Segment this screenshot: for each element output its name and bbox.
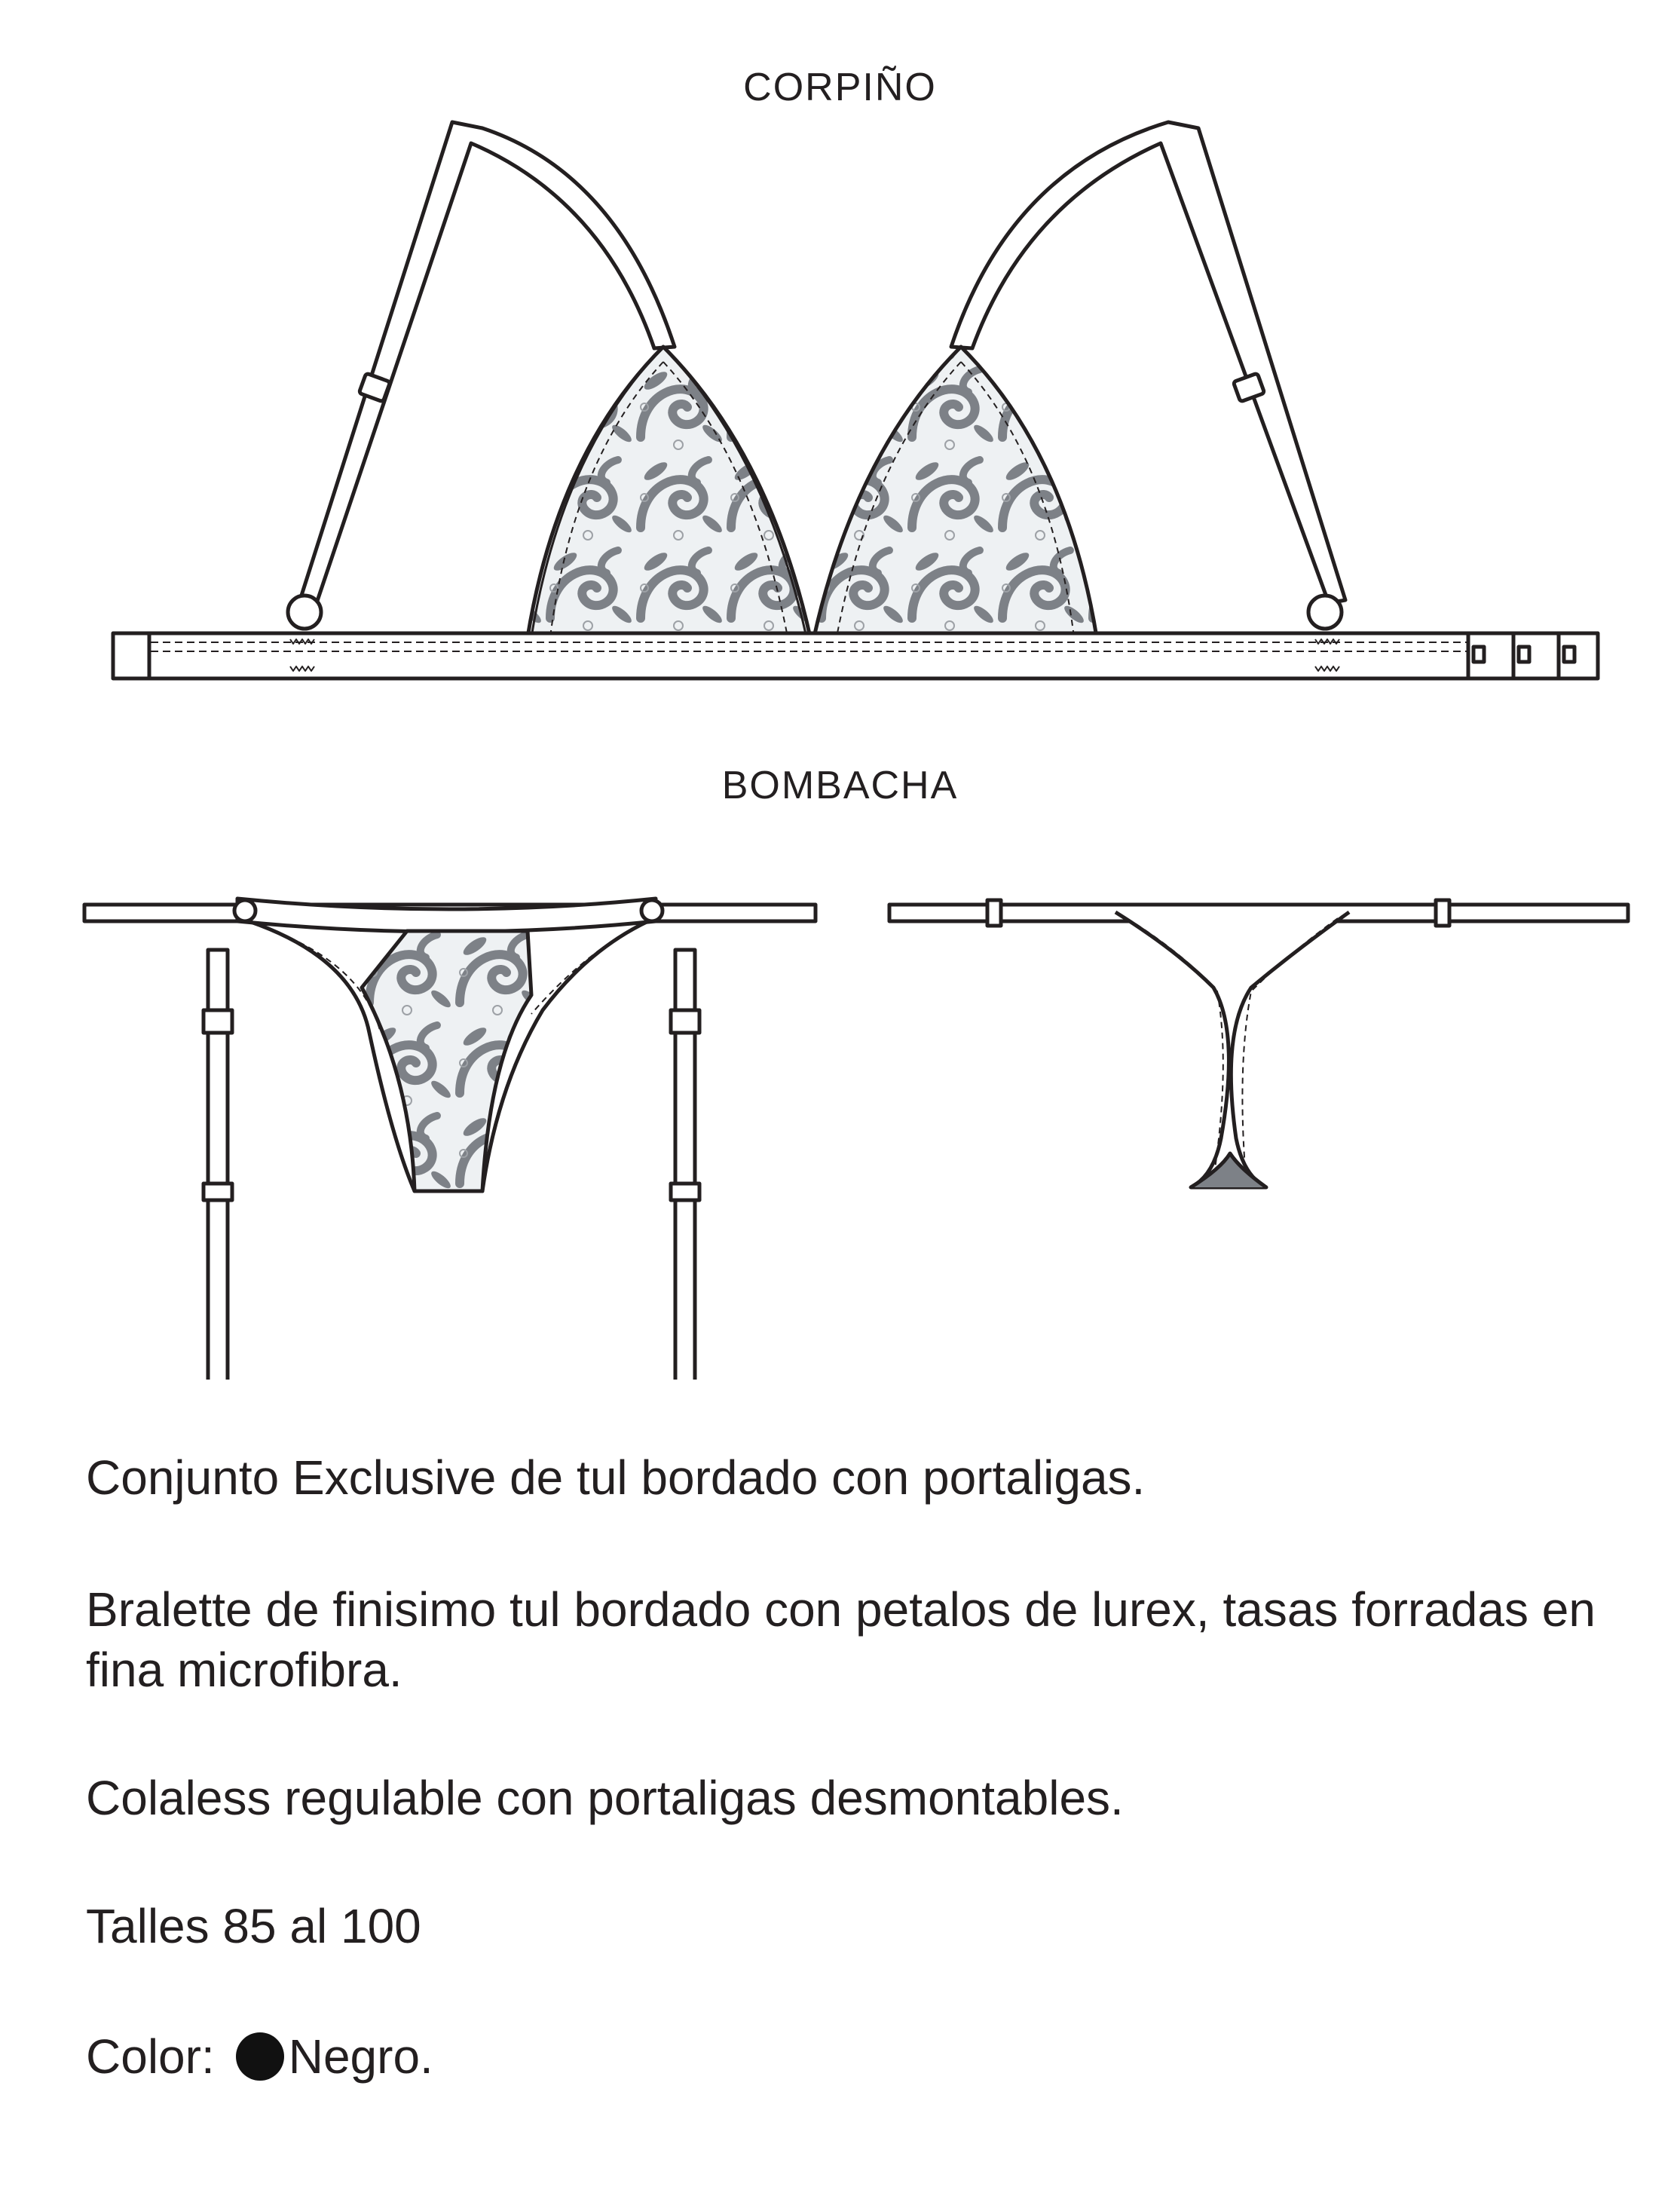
under-band <box>113 633 1598 678</box>
description-colaless: Colaless regulable con portaligas desmontables. <box>86 1771 1124 1825</box>
hook-1 <box>1473 647 1484 662</box>
color-value: Negro. <box>288 2029 433 2084</box>
hook-2 <box>1519 647 1529 662</box>
color-label: Color: <box>86 2029 215 2084</box>
left-strap-ring <box>288 596 321 629</box>
back-thong <box>1115 912 1349 1187</box>
color-swatch-icon <box>236 2032 284 2081</box>
panty-back-view <box>889 900 1628 1380</box>
description-sizes: Talles 85 al 100 <box>86 1899 421 1953</box>
right-strap-ring <box>1308 596 1342 629</box>
panty-section-title: BOMBACHA <box>721 764 959 807</box>
panty-drawing <box>0 837 1680 1380</box>
description-intro: Conjunto Exclusive de tul bordado con portaligas. <box>86 1450 1146 1505</box>
panty-front-view <box>84 899 816 1380</box>
description-color <box>86 2026 1623 2087</box>
bra-drawing <box>0 0 1680 701</box>
front-lace-panel <box>362 931 531 1191</box>
description-bralette: Bralette de finisimo tul bordado con petalos de lurex, tasas forradas en fina microfibra. <box>86 1582 1596 1697</box>
hook-3 <box>1564 647 1574 662</box>
right-cup <box>814 347 1097 637</box>
bra-section-title: CORPIÑO <box>743 66 937 109</box>
